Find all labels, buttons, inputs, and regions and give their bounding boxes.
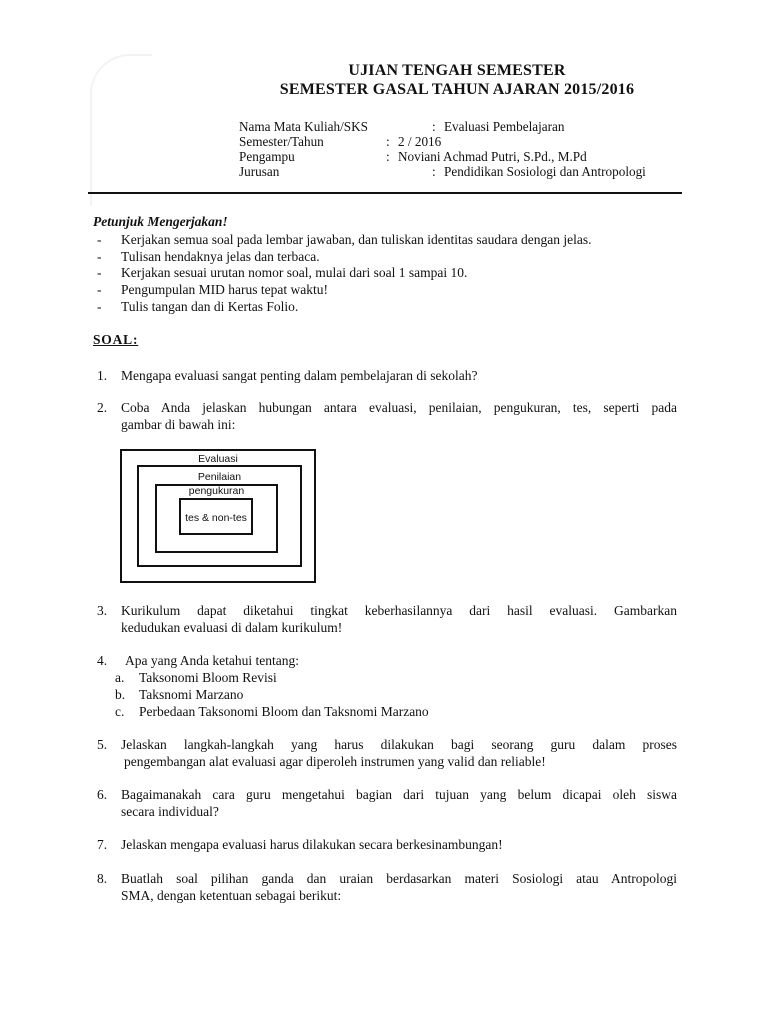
instruction-item: Tulis tangan dan di Kertas Folio. bbox=[121, 299, 299, 314]
sub-letter: b. bbox=[115, 687, 126, 702]
question-number: 7. bbox=[97, 837, 108, 852]
identity-label: Nama Mata Kuliah/SKS bbox=[239, 119, 368, 134]
question-2 bbox=[97, 399, 677, 433]
question-text: Apa yang Anda ketahui tentang: bbox=[125, 653, 299, 668]
header-divider bbox=[88, 192, 682, 194]
question-text: Buatlah soal pilihan ganda dan uraian berdasarkan materi Sosiologi atau Antropologi bbox=[121, 871, 677, 886]
bullet: - bbox=[97, 299, 102, 314]
instruction-item: Tulisan hendaknya jelas dan terbaca. bbox=[121, 249, 320, 264]
instruction-item: Kerjakan semua soal pada lembar jawaban, dan tuliskan identitas saudara dengan jelas. bbox=[121, 232, 592, 247]
question-number: 5. bbox=[97, 737, 108, 752]
sub-item: Taksonomi Bloom Revisi bbox=[139, 670, 277, 685]
identity-value: Pendidikan Sosiologi dan Antropologi bbox=[444, 164, 646, 179]
question-text: pengembangan alat evaluasi agar diperoleh instrumen yang valid dan reliable! bbox=[124, 754, 546, 769]
label-penilaian: Penilaian bbox=[197, 471, 242, 483]
identity-label: Semester/Tahun bbox=[239, 134, 324, 149]
title-line-1: UJIAN TENGAH SEMESTER bbox=[348, 62, 566, 79]
identity-sep: : bbox=[386, 134, 390, 149]
identity-label: Pengampu bbox=[239, 149, 295, 164]
sub-item: Perbedaan Taksonomi Bloom dan Taksnomi Marzano bbox=[139, 704, 429, 719]
question-number: 1. bbox=[97, 368, 108, 383]
identity-sep: : bbox=[432, 119, 436, 134]
title-line-2: SEMESTER GASAL TAHUN AJARAN 2015/2016 bbox=[279, 81, 635, 98]
identity-value: Noviani Achmad Putri, S.Pd., M.Pd bbox=[398, 149, 587, 164]
sub-item: Taksnomi Marzano bbox=[139, 687, 244, 702]
bullet: - bbox=[97, 265, 102, 280]
question-4 bbox=[97, 652, 677, 720]
question-text: secara individual? bbox=[121, 804, 219, 819]
question-number: 4. bbox=[97, 653, 108, 668]
question-5 bbox=[97, 736, 677, 770]
label-pengukuran: pengukuran bbox=[188, 485, 245, 497]
question-3 bbox=[97, 602, 677, 636]
question-8 bbox=[97, 870, 677, 904]
identity-value: 2 / 2016 bbox=[398, 134, 442, 149]
sub-letter: a. bbox=[115, 670, 125, 685]
question-text: Jelaskan langkah-langkah yang harus dilakukan bagi seorang guru dalam proses bbox=[121, 737, 677, 752]
identity-sep: : bbox=[432, 164, 436, 179]
bullet: - bbox=[97, 232, 102, 247]
bullet: - bbox=[97, 282, 102, 297]
instruction-item: Pengumpulan MID harus tepat waktu! bbox=[121, 282, 328, 297]
question-number: 3. bbox=[97, 603, 108, 618]
label-evaluasi: Evaluasi bbox=[198, 453, 238, 465]
identity-value: Evaluasi Pembelajaran bbox=[444, 119, 565, 134]
sub-letter: c. bbox=[115, 704, 125, 719]
label-tes: tes & non-tes bbox=[185, 512, 247, 524]
bullet: - bbox=[97, 249, 102, 264]
soal-heading: SOAL: bbox=[93, 332, 139, 347]
identity-label: Jurusan bbox=[239, 164, 280, 179]
question-number: 6. bbox=[97, 787, 108, 802]
question-text: Coba Anda jelaskan hubungan antara evaluasi, penilaian, pengukuran, tes, seperti pada bbox=[121, 400, 677, 415]
question-number: 2. bbox=[97, 400, 108, 415]
instruction-item: Kerjakan sesuai urutan nomor soal, mulai dari soal 1 sampai 10. bbox=[121, 265, 468, 280]
identity-sep: : bbox=[386, 149, 390, 164]
question-text: kedudukan evaluasi di dalam kurikulum! bbox=[121, 620, 343, 635]
question-text: Kurikulum dapat diketahui tingkat keberhasilannya dari hasil evaluasi. Gambarkan bbox=[121, 603, 677, 618]
question-text: Jelaskan mengapa evaluasi harus dilakukan secara berkesinambungan! bbox=[121, 837, 503, 852]
question-text: Mengapa evaluasi sangat penting dalam pembelajaran di sekolah? bbox=[121, 368, 478, 383]
instructions-title: Petunjuk Mengerjakan! bbox=[93, 214, 228, 229]
question-text: Bagaimanakah cara guru mengetahui bagian dari tujuan yang belum dicapai oleh siswa bbox=[121, 787, 677, 802]
question-6 bbox=[97, 786, 677, 820]
question-text: gambar di bawah ini: bbox=[121, 417, 236, 432]
question-number: 8. bbox=[97, 871, 108, 886]
question-text: SMA, dengan ketentuan sebagai berikut: bbox=[121, 888, 342, 903]
